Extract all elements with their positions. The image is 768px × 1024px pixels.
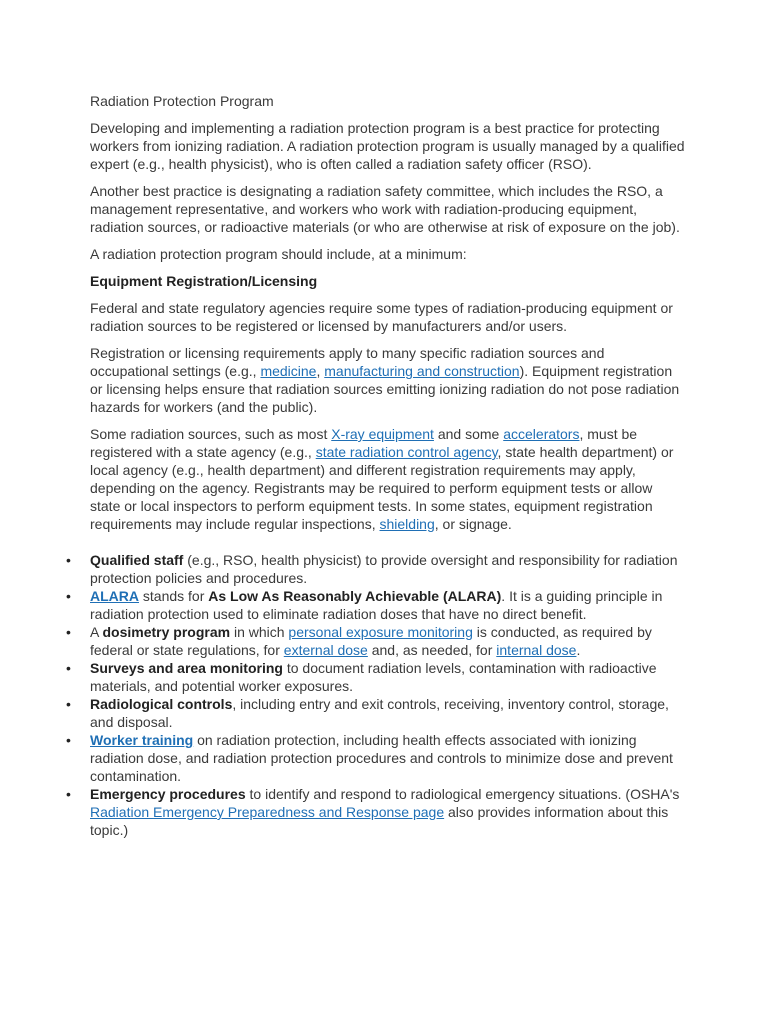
paragraph-agencies: Federal and state regulatory agencies require some types of radiation-producing equipment or radiation sources to be registered or licensed by manufacturers and/or users.	[90, 300, 673, 334]
text: and some	[433, 426, 504, 442]
state-radiation-control-agency-link[interactable]: state radiation control agency	[315, 444, 498, 460]
section-heading-equipment: Equipment Registration/Licensing	[90, 273, 318, 289]
paragraph-committee: Another best practice is designating a radiation safety committee, which includes the RSO, a management representative, and workers who work with radiation-producing equipment, radiation sources, or radioactive materials (or who are otherwise at risk of exposure on the job).	[90, 183, 680, 235]
bold-term: As Low As Reasonably Achievable (ALARA)	[208, 588, 502, 604]
shielding-link[interactable]: shielding	[379, 516, 435, 532]
paragraph-sources	[90, 425, 686, 533]
text: A	[90, 624, 103, 640]
list-item-qualified-staff	[90, 551, 686, 587]
text: also provides information about this topic.)	[90, 804, 669, 838]
list-item-alara	[90, 587, 686, 623]
text: . It is a guiding principle in radiation protection used to eliminate radiation doses that have no direct benefit.	[90, 588, 663, 622]
text: in which	[230, 624, 289, 640]
text: , must be registered with a state agency (e.g.,	[90, 426, 638, 460]
bold-term: Surveys and area monitoring	[90, 660, 283, 676]
program-elements-list	[90, 551, 686, 839]
text: , including entry and exit controls, receiving, inventory control, storage, and disposal.	[90, 696, 669, 730]
text: and, as needed, for	[367, 642, 497, 658]
emergency-preparedness-link[interactable]: Radiation Emergency Preparedness and Response page	[90, 804, 445, 820]
paragraph-registration	[90, 344, 686, 416]
text: to document radiation levels, contamination with radioactive materials, and potential worker exposures.	[90, 660, 657, 694]
alara-link[interactable]: ALARA	[90, 588, 139, 604]
external-dose-link[interactable]: external dose	[283, 642, 368, 658]
list-item-dosimetry	[90, 623, 686, 659]
text: Some radiation sources, such as most	[90, 426, 332, 442]
accelerators-link[interactable]: accelerators	[503, 426, 580, 442]
medicine-link[interactable]: medicine	[260, 363, 317, 379]
text: stands for	[139, 588, 209, 604]
text: ,	[316, 363, 325, 379]
text: , state health department) or local agency (e.g., health department) and different registration requirements may apply, depending on the agency. Registrants may be required to perform equipment tests or allow state or local inspectors to perform equipment tests. In some states, equipment registration requirements may include regular inspections,	[90, 444, 674, 532]
xray-equipment-link[interactable]: X-ray equipment	[331, 426, 434, 442]
worker-training-link[interactable]: Worker training	[90, 732, 194, 748]
bold-term: Qualified staff	[90, 552, 184, 568]
document-page	[90, 92, 686, 839]
list-item-worker-training	[90, 731, 686, 785]
paragraph-intro: Developing and implementing a radiation protection program is a best practice for protecting workers from ionizing radiation. A radiation protection program is usually managed by a qualified expert (e.g., health physicist), who is often called a radiation safety officer (RSO).	[90, 120, 685, 172]
list-item-emergency-procedures	[90, 785, 686, 839]
text: is conducted, as required by federal or state regulations, for	[90, 624, 652, 658]
list-item-radiological-controls	[90, 695, 686, 731]
bold-term: Radiological controls	[90, 696, 233, 712]
text: on radiation protection, including health effects associated with ionizing radiation dose, and radiation protection procedures and controls to minimize dose and prevent contamination.	[90, 732, 673, 784]
text: to identify and respond to radiological emergency situations. (OSHA's	[245, 786, 680, 802]
bold-term: dosimetry program	[102, 624, 231, 640]
personal-exposure-monitoring-link[interactable]: personal exposure monitoring	[288, 624, 473, 640]
text: ). Equipment registration or licensing helps ensure that radiation sources emitting ionizing radiation do not pose radiation hazards for workers (and the public).	[90, 363, 680, 415]
text: (e.g., RSO, health physicist) to provide oversight and responsibility for radiation protection policies and procedures.	[90, 552, 678, 586]
document-title: Radiation Protection Program	[90, 93, 274, 109]
text: .	[576, 642, 581, 658]
text: , or signage.	[434, 516, 512, 532]
list-item-surveys	[90, 659, 686, 695]
bold-term: Emergency procedures	[90, 786, 246, 802]
manufacturing-construction-link[interactable]: manufacturing and construction	[324, 363, 520, 379]
paragraph-minimum: A radiation protection program should include, at a minimum:	[90, 246, 467, 262]
text: Registration or licensing requirements apply to many specific radiation sources and occupational settings (e.g.,	[90, 345, 605, 379]
internal-dose-link[interactable]: internal dose	[496, 642, 577, 658]
